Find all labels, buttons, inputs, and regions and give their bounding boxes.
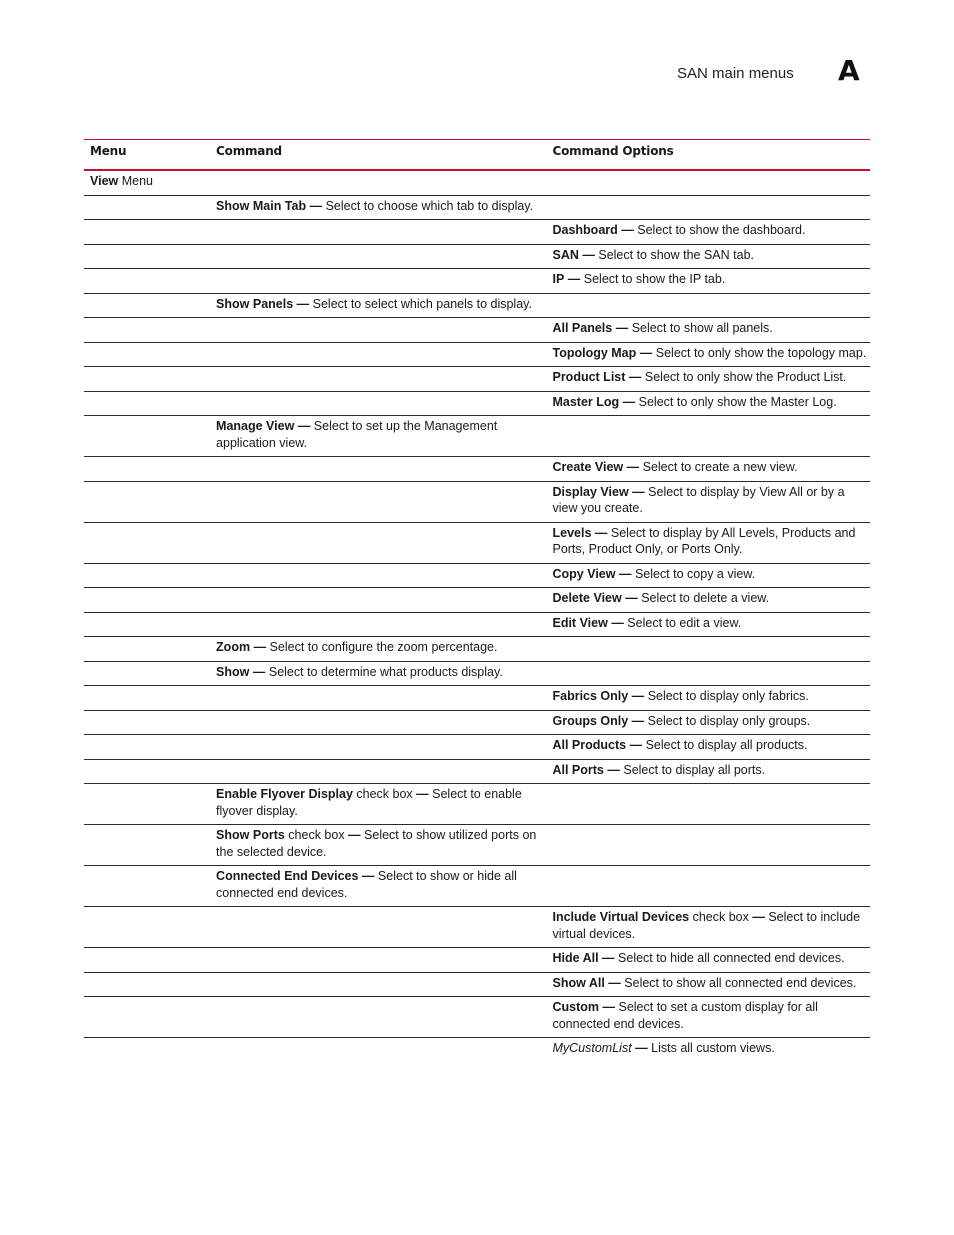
cell-command [210,866,546,906]
cell-command [210,318,546,342]
em-dash-separator: — [611,615,624,630]
table-row [84,735,870,760]
cell-command [210,948,546,972]
entry-description: Select to show the dashboard. [637,223,806,237]
entry-description: Select to display only fabrics. [647,689,809,703]
cell-menu [84,318,210,342]
table-row [84,711,870,736]
entry-description: Select to include virtual devices. [552,910,861,941]
cell-menu [84,392,210,416]
entry-description: Select to display all products. [645,738,808,752]
entry-description: Select to show the IP tab. [583,272,726,286]
cell-menu [84,220,210,244]
table-row [84,245,870,270]
em-dash-separator: — [252,664,266,679]
cell-menu [84,416,210,456]
cell-command-options [546,686,870,710]
em-dash-separator: — [607,762,620,777]
cell-command [210,637,546,661]
cell-menu [84,711,210,735]
cell-command-options [546,367,870,391]
entry-keyword: SAN [552,247,579,262]
entry-keyword: View [90,174,119,188]
cell-command-options [546,662,870,686]
em-dash-separator: — [622,394,636,409]
cell-command-options [546,416,870,456]
entry-keyword: All Panels [552,321,613,335]
entry-description: Select to show or hide all connected end devices. [216,869,517,900]
cell-command-options [546,866,870,906]
entry-keyword: Show Panels [216,296,294,311]
table-row [84,686,870,711]
cell-command-options [546,171,870,195]
em-dash-separator: — [416,787,429,801]
cell-menu [84,523,210,563]
cell-menu [84,564,210,588]
cell-command [210,294,546,318]
entry-description: Select to only show the topology map. [655,345,867,360]
entry-keyword: All Products [552,738,627,752]
cell-command-options [546,523,870,563]
cell-menu [84,637,210,661]
cell-command [210,735,546,759]
em-dash-separator: — [615,321,629,335]
cell-command [210,392,546,416]
table-row [84,784,870,825]
entry-description: Select to display all ports. [623,762,766,777]
table-row [84,866,870,907]
cell-command-options [546,220,870,244]
em-dash-separator: — [621,223,634,237]
cell-command [210,907,546,947]
table-body [84,171,870,1062]
entry-qualifier: check box [689,910,753,924]
entry-description: Menu [118,174,154,188]
cell-menu [84,735,210,759]
table-row [84,523,870,564]
table-row [84,367,870,392]
entry-qualifier: check box [284,828,349,842]
entry-keyword: Manage View [216,419,295,433]
cell-menu [84,245,210,269]
em-dash-separator: — [253,640,267,654]
table-row [84,948,870,973]
cell-command-options [546,588,870,612]
entry-keyword: All Ports [552,762,604,777]
cell-command [210,784,546,824]
table-row [84,343,870,368]
em-dash-separator: — [632,484,645,499]
cell-command [210,564,546,588]
cell-command [210,171,546,195]
entry-keyword: Enable Flyover Display [216,787,353,801]
em-dash-separator: — [631,713,645,728]
table-row [84,416,870,457]
cell-command-options [546,825,870,865]
em-dash-separator: — [602,1000,615,1014]
table-row [84,1038,870,1062]
entry-keyword: Zoom [216,640,251,654]
entry-description: Select to copy a view. [634,566,756,581]
cell-menu [84,997,210,1037]
cell-command-options [546,948,870,972]
table-row [84,171,870,196]
entry-description: Select to show the SAN tab. [598,247,754,262]
entry-description: Select to create a new view. [642,460,798,474]
entry-keyword: Show [216,664,250,679]
table-row [84,220,870,245]
cell-command [210,997,546,1037]
entry-description: Select to set up the Management application view. [216,419,498,450]
cell-menu [84,294,210,318]
entry-keyword: Dashboard [552,223,618,237]
table-row [84,318,870,343]
cell-command-options [546,1038,870,1062]
menu-command-table [84,139,870,1062]
appendix-letter: A [838,54,860,87]
entry-description: Select to choose which tab to display. [325,198,534,213]
cell-command [210,482,546,522]
entry-description: Select to delete a view. [641,591,770,605]
em-dash-separator: — [296,296,310,311]
entry-description: Select to display only groups. [647,713,811,728]
entry-description: Select to determine what products display. [268,664,503,679]
cell-command-options [546,294,870,318]
table-row [84,269,870,294]
em-dash-separator: — [635,1041,648,1055]
cell-menu [84,457,210,481]
cell-command [210,523,546,563]
entry-keyword: Connected End Devices [216,869,359,883]
entry-keyword: Product List [552,370,626,384]
em-dash-separator: — [361,869,375,883]
entry-description: Select to only show the Master Log. [638,394,837,409]
cell-menu [84,825,210,865]
em-dash-separator: — [631,689,645,703]
entry-description: Select to display by View All or by a view you create. [552,484,845,515]
entry-keyword: Show All [552,975,605,990]
column-header-command-options: Command Options [552,144,674,158]
table-row [84,997,870,1038]
cell-menu [84,686,210,710]
em-dash-separator: — [618,566,632,581]
em-dash-separator: — [626,460,640,474]
em-dash-separator: — [309,198,323,213]
table-row [84,973,870,998]
entry-keyword: Hide All [552,951,599,965]
entry-description: Select to show utilized ports on the selected device. [216,828,537,859]
cell-menu [84,1038,210,1062]
table-row [84,196,870,221]
table-row [84,662,870,687]
table-row [84,294,870,319]
cell-command-options [546,269,870,293]
cell-menu [84,196,210,220]
em-dash-separator: — [625,591,638,605]
entry-keyword: Topology Map [552,345,637,360]
cell-command [210,760,546,784]
em-dash-separator: — [752,910,765,924]
cell-command-options [546,318,870,342]
cell-command-options [546,637,870,661]
entry-description: Select to show all panels. [631,321,773,335]
cell-menu [84,613,210,637]
cell-menu [84,367,210,391]
entry-description: Select to hide all connected end devices. [618,951,845,965]
cell-menu [84,948,210,972]
entry-keyword: Levels [552,525,592,540]
cell-command [210,269,546,293]
entry-description: Lists all custom views. [651,1041,775,1055]
em-dash-separator: — [608,975,621,990]
cell-command-options [546,907,870,947]
entry-keyword: Groups Only [552,713,629,728]
cell-command [210,245,546,269]
table-row [84,457,870,482]
cell-menu [84,171,210,195]
cell-menu [84,662,210,686]
cell-menu [84,973,210,997]
cell-menu [84,343,210,367]
cell-command-options [546,343,870,367]
em-dash-separator: — [348,828,361,842]
entry-qualifier: check box [352,787,417,801]
table-header-row [84,140,870,171]
cell-menu [84,784,210,824]
cell-command-options [546,245,870,269]
cell-command-options [546,735,870,759]
entry-keyword: Create View [552,460,624,474]
entry-keyword: Show Ports [216,828,285,842]
table-row [84,482,870,523]
cell-command [210,416,546,456]
cell-command [210,367,546,391]
table-row [84,392,870,417]
cell-command-options [546,973,870,997]
cell-command-options [546,482,870,522]
table-row [84,637,870,662]
em-dash-separator: — [567,272,581,286]
entry-description: Select to only show the Product List. [644,370,847,384]
entry-keyword: Show Main Tab [216,198,307,213]
cell-command [210,973,546,997]
entry-keyword: Copy View [552,566,616,581]
em-dash-separator: — [602,951,615,965]
cell-command [210,662,546,686]
entry-keyword: Delete View [552,591,622,605]
cell-command-options [546,457,870,481]
entry-keyword: Custom [552,1000,600,1014]
cell-menu [84,866,210,906]
entry-keyword: MyCustomList [552,1041,632,1055]
cell-command-options [546,784,870,824]
cell-command-options [546,564,870,588]
entry-description: Select to edit a view. [627,615,742,630]
entry-description: Select to set a custom display for all connected end devices. [552,1000,818,1031]
entry-keyword: Include Virtual Devices [552,910,690,924]
cell-command [210,220,546,244]
table-row [84,825,870,866]
table-row [84,613,870,638]
cell-command [210,711,546,735]
cell-command-options [546,196,870,220]
cell-command [210,613,546,637]
entry-keyword: Display View [552,484,629,499]
cell-command [210,825,546,865]
cell-command-options [546,613,870,637]
cell-command [210,588,546,612]
entry-description: Select to select which panels to display. [312,296,532,311]
entry-keyword: Edit View [552,615,608,630]
cell-command [210,1038,546,1062]
table-row [84,760,870,785]
entry-keyword: IP [552,272,565,286]
cell-command [210,457,546,481]
cell-menu [84,588,210,612]
cell-command [210,343,546,367]
entry-description: Select to configure the zoom percentage. [269,640,498,654]
cell-command [210,196,546,220]
em-dash-separator: — [628,370,642,384]
cell-menu [84,482,210,522]
entry-keyword: Master Log [552,394,620,409]
cell-menu [84,760,210,784]
em-dash-separator: — [629,738,643,752]
cell-command-options [546,997,870,1037]
cell-menu [84,907,210,947]
cell-command-options [546,392,870,416]
cell-command-options [546,711,870,735]
column-header-command: Command [216,144,282,158]
cell-command-options [546,760,870,784]
em-dash-separator: — [639,345,653,360]
em-dash-separator: — [582,247,595,262]
entry-keyword: Fabrics Only [552,689,629,703]
table-row [84,588,870,613]
cell-command [210,686,546,710]
table-row [84,564,870,589]
entry-description: Select to show all connected end devices. [624,975,857,990]
cell-menu [84,269,210,293]
page-section-title: SAN main menus [677,65,794,82]
column-header-menu: Menu [90,144,127,158]
em-dash-separator: — [594,525,608,540]
em-dash-separator: — [297,419,311,433]
table-row [84,907,870,948]
entry-description: Select to enable flyover display. [216,787,522,818]
entry-description: Select to display by All Levels, Products and Ports, Product Only, or Ports Only. [552,525,856,556]
